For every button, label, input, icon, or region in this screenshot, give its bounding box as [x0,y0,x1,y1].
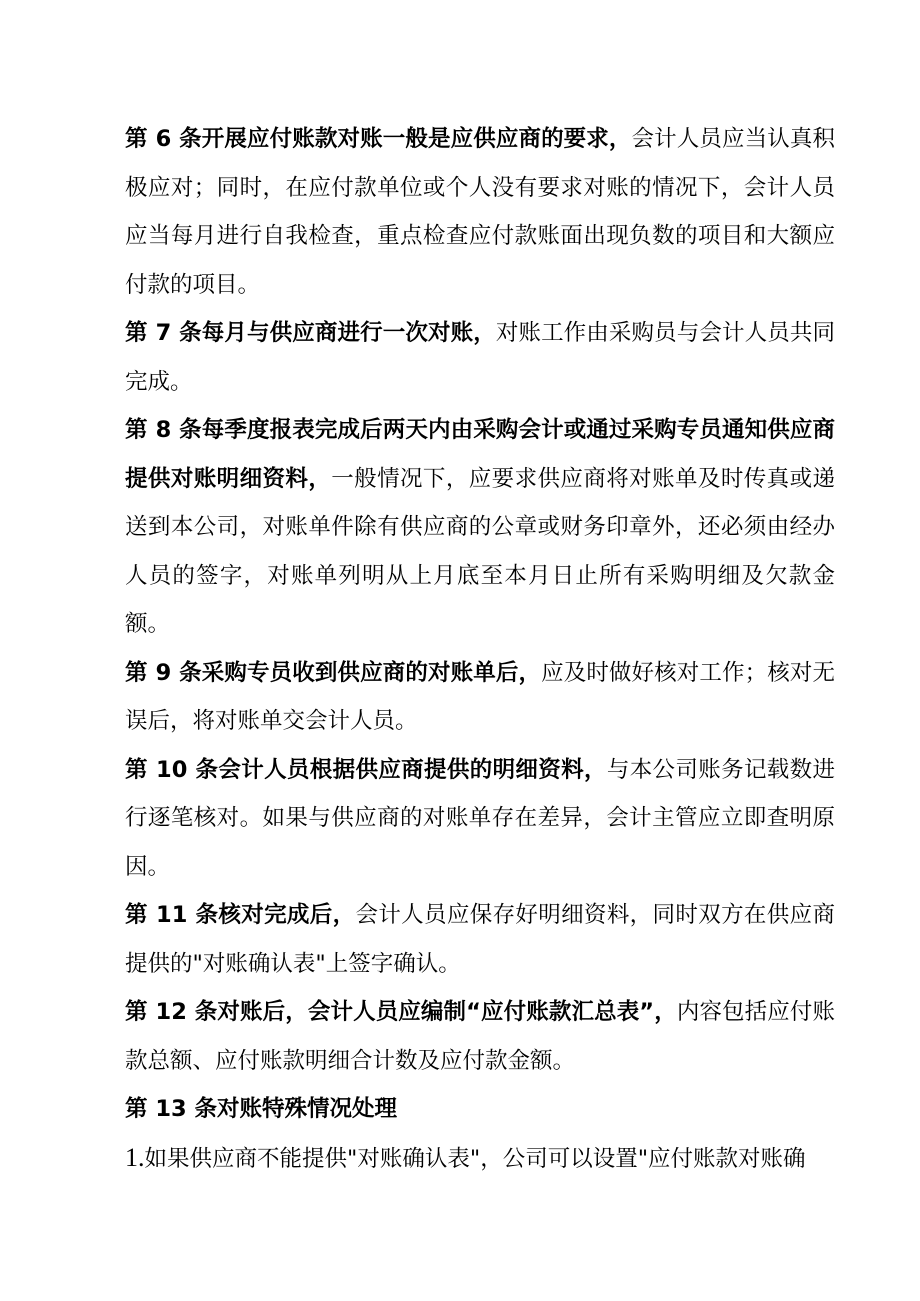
article-13 [125,1085,835,1134]
list-item-1-text: 如果供应商不能提供"对账确认表"，公司可以设置"应付账款对账确 [144,1145,806,1172]
article-12-heading: 第 12 条对账后，会计人员应编制“应付账款汇总表”， [125,999,677,1025]
article-11 [125,891,835,988]
list-item-1-number: 1. [125,1142,145,1172]
article-12-body: 内容包括应付账款总额、应付账款明细合计数及应付款金额。 [125,999,835,1074]
article-10-body: 与本公司账务记载数进行逐笔核对。如果与供应商的对账单存在差异，会计主管应立即查明原因。 [125,756,835,880]
article-9-body: 应及时做好核对工作；核对无误后，将对账单交会计人员。 [125,659,835,734]
article-13-heading: 第 13 条对账特殊情况处理 [125,1096,397,1122]
article-6 [125,115,835,309]
article-6-body: 会计人员应当认真积极应对；同时，在应付款单位或个人没有要求对账的情况下，会计人员应当每月进行自我检查，重点检查应付款账面出现负数的项目和大额应付款的项目。 [125,126,835,298]
article-10-heading: 第 10 条会计人员根据供应商提供的明细资料， [125,756,607,783]
article-11-body: 会计人员应保存好明细资料，同时双方在供应商提供的"对账确认表"上签字确认。 [125,902,835,977]
article-8-body: 一般情况下，应要求供应商将对账单及时传真或递送到本公司，对账单件除有供应商的公章或财务印章外，还必须由经办人员的签字，对账单列明从上月底至本月日止所有采购明细及欠款金额。 [125,465,835,637]
article-8-heading: 第 8 条每季度报表完成后两天内由采购会计或通过采购专员通知供应商提供对账明细资料， [125,417,835,492]
article-11-heading: 第 11 条核对完成后， [125,902,356,928]
article-12 [125,988,835,1085]
article-9-heading: 第 9 条采购专员收到供应商的对账单后， [125,659,542,686]
article-7-heading: 第 7 条每月与供应商进行一次对账， [125,320,496,346]
list-item-1 [125,1134,835,1184]
article-8 [125,406,835,649]
document-page [125,115,835,1183]
article-7 [125,309,835,406]
article-10 [125,746,835,892]
article-7-body: 对账工作由采购员与会计人员共同完成。 [125,320,835,395]
article-6-heading: 第 6 条开展应付账款对账一般是应供应商的要求， [125,126,632,152]
article-9 [125,649,835,746]
